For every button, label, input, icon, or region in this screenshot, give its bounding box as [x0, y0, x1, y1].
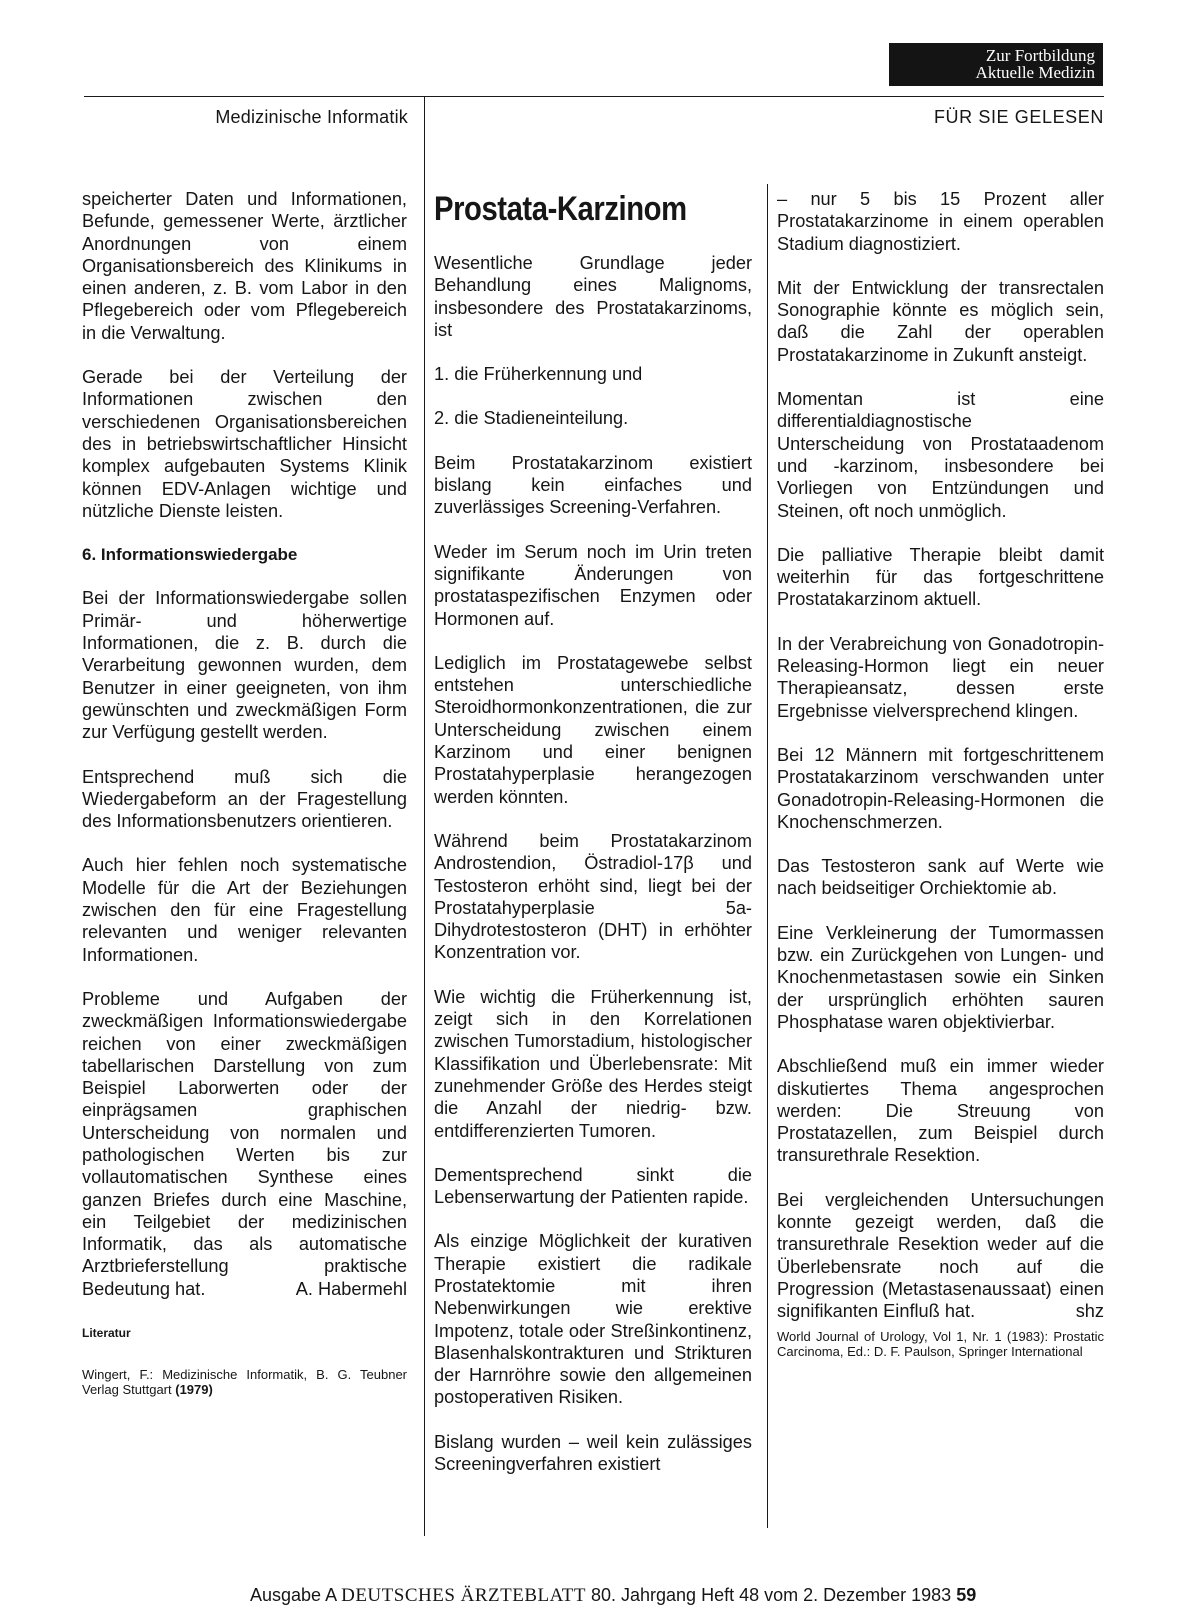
literature-reference — [82, 1367, 407, 1397]
paragraph: Beim Prostatakarzinom existiert bislang kein einfaches und zuverlässiges Screening-Verfahren. — [434, 452, 752, 518]
column-left — [82, 188, 407, 1419]
paragraph: Eine Verkleinerung der Tumormassen bzw. ein Zurückgehen von Lungen- und Knochenmetastasen sowie ein Sinken der ursprünglich erhöhten sauren Phosphatase waren objektivierbar. — [777, 922, 1104, 1032]
page-number: 59 — [956, 1585, 977, 1605]
article-title: Prostata-Karzinom — [434, 190, 687, 228]
footer-issue: 80. Jahrgang Heft 48 vom 2. Dezember 1983 — [590, 1585, 952, 1605]
paragraph: Bislang wurden – weil kein zulässiges Screeningverfahren existiert — [434, 1431, 752, 1475]
author-name: A. Habermehl — [295, 1279, 407, 1300]
list-item: 1. die Früherkennung und — [434, 364, 643, 385]
section-heading: 6. Informationswiedergabe — [82, 545, 298, 565]
paragraph: Die palliative Therapie bleibt damit weiterhin für das fortgeschrittene Prostatakarzinom aktuell. — [777, 544, 1104, 610]
list-item: 2. die Stadieneinteilung. — [434, 408, 629, 429]
badge-line-2: Aktuelle Medizin — [975, 63, 1095, 82]
literature-year: (1979) — [175, 1381, 213, 1397]
paragraph: speicherter Daten und Informationen, Befunde, gemessener Werte, ärztlicher Anordnungen von einem Organisationsbereich des Klinikums in einen anderen, z. B. vom Labor in den Pflegebereich oder vom Pflegebereich in die Verwaltung. — [82, 189, 407, 343]
column-divider-right — [767, 184, 768, 1528]
paragraph: Abschließend muß ein immer wieder diskutiertes Thema angesprochen werden: Die Streuung von Prostatazellen, zum Beispiel durch transurethrale Resektion. — [777, 1056, 1104, 1166]
column-right — [777, 188, 1104, 1381]
paragraph: Bei 12 Männern mit fortgeschrittenem Prostatakarzinom verschwanden unter Gonadotropin-Releasing-Hormonen die Knochenschmerzen. — [777, 744, 1104, 832]
paragraph: In der Verabreichung von Gonadotropin-Releasing-Hormon liegt ein neuer Therapieansatz, dessen erste Ergebnisse vielversprechend klingen. — [777, 633, 1104, 721]
footer-edition: Ausgabe A — [250, 1585, 337, 1605]
paragraph: Lediglich im Prostatagewebe selbst entstehen unterschiedliche Steroidhormonkonzentrationen, die zur Unterscheidung zwischen einem Karzinom und einer benignen Prostatahyperplasie herangezogen werden könnten. — [434, 652, 752, 807]
literature-text: Wingert, F.: Medizinische Informatik, B. G. Teubner Verlag Stuttgart — [82, 1366, 407, 1397]
section-title-left: Medizinische Informatik — [215, 107, 408, 127]
column-divider-left — [424, 96, 425, 1536]
badge-line-1: Zur Fortbildung — [985, 46, 1095, 65]
section-title-right: FÜR SIE GELESEN — [933, 107, 1104, 127]
paragraph: Entsprechend muß sich die Wiedergabeform an der Fragestellung des Informationsbenutzers orientieren. — [82, 766, 407, 832]
literature-heading: Literatur — [82, 1326, 131, 1341]
paragraph: Momentan ist eine differentialdiagnostische Unterscheidung von Prostataadenom und -karzinom, insbesondere bei Vorliegen von Entzündungen und Steinen, oft noch unmöglich. — [777, 389, 1104, 521]
paragraph: – nur 5 bis 15 Prozent aller Prostatakarzinome in einem operablen Stadium diagnostiziert. — [777, 189, 1104, 254]
paragraph: Auch hier fehlen noch systematische Modelle für die Art der Beziehungen zwischen den für eine Fragestellung relevanten und weniger relevanten Informationen. — [82, 855, 407, 965]
paragraph: Wesentliche Grundlage jeder Behandlung eines Malignoms, insbesondere des Prostatakarzinoms, ist — [434, 253, 752, 340]
paragraph: Bei der Informationswiedergabe sollen Primär- und höherwertige Informationen, die z. B. durch die Verarbeitung gewonnen wurden, dem Benutzer in einer geeigneten, von ihm gewünschten und zweckmäßigen Form zur Verfügung gestellt werden. — [82, 588, 407, 743]
page-footer — [250, 1585, 1100, 1607]
paragraph: Mit der Entwicklung der transrectalen Sonographie könnte es möglich sein, daß die Zahl der operablen Prostatakarzinome in Zukunft ansteigt. — [777, 277, 1104, 365]
author-initials: shz — [1075, 1301, 1104, 1322]
paragraph: Bei vergleichenden Untersuchungen konnte gezeigt werden, daß die transurethrale Resektion weder auf die Überlebensrate noch auf die Progression (Metastasenaussaat) einen signifikanten Einfluß hat. — [777, 1189, 1104, 1322]
paragraph: Probleme und Aufgaben der zweckmäßigen Informationswiedergabe reichen von einer zweckmäßigen tabellarischen Darstellung von zum Beispiel Laborwerten oder der einprägsamen graphischen Unterscheidung von normalen und pathologischen Werten bis zur vollautomatischen Synthese eines ganzen Briefes durch eine Maschine, ein Teilgebiet der medizinischen Informatik, das als automatische Arztbrieferstellung praktische Bedeutung hat. — [82, 988, 407, 1299]
section-badge — [889, 43, 1103, 86]
paragraph: Gerade bei der Verteilung der Informationen zwischen den verschiedenen Organisationsbereichen des in betriebswirtschaftlicher Hinsicht komplex aufgebauten Systems Klinik können EDV-Anlagen wichtige und nützliche Dienste leisten. — [82, 367, 407, 521]
paragraph: Das Testosteron sank auf Werte wie nach beidseitiger Orchiektomie ab. — [777, 856, 1104, 899]
paragraph: Als einzige Möglichkeit der kurativen Therapie existiert die radikale Prostatektomie mit ihren Nebenwirkungen wie erektive Impotenz, totale oder Streßinkontinenz, Blasenhalskontrakturen und Strikturen der Harnröhre sowie den allgemeinen postoperativen Risiken. — [434, 1231, 752, 1408]
column-middle — [434, 188, 752, 1497]
header-rule — [84, 96, 1104, 97]
paragraph: Dementsprechend sinkt die Lebenserwartung der Patienten rapide. — [434, 1164, 752, 1208]
footer-journal: DEUTSCHES ÄRZTEBLATT — [341, 1585, 586, 1606]
source-reference: World Journal of Urology, Vol 1, Nr. 1 (1983): Prostatic Carcinoma, Ed.: D. F. Paulson, Springer International — [777, 1328, 1104, 1359]
paragraph: Weder im Serum noch im Urin treten signifikante Änderungen von prostataspezifischen Enzymen oder Hormonen auf. — [434, 541, 752, 629]
paragraph: Während beim Prostatakarzinom Androstendion, Östradiol-17β und Testosteron erhöht sind, liegt bei der Prostatahyperplasie 5a-Dihydrotestosteron (DHT) in erhöhter Konzentration vor. — [434, 830, 752, 963]
paragraph: Wie wichtig die Früherkennung ist, zeigt sich in den Korrelationen zwischen Tumorstadium, histologischer Klassifikation und Überlebensrate: Mit zunehmender Größe des Herdes steigt die Anzahl der niedrig- bzw. entdifferenzierten Tumoren. — [434, 986, 752, 1141]
